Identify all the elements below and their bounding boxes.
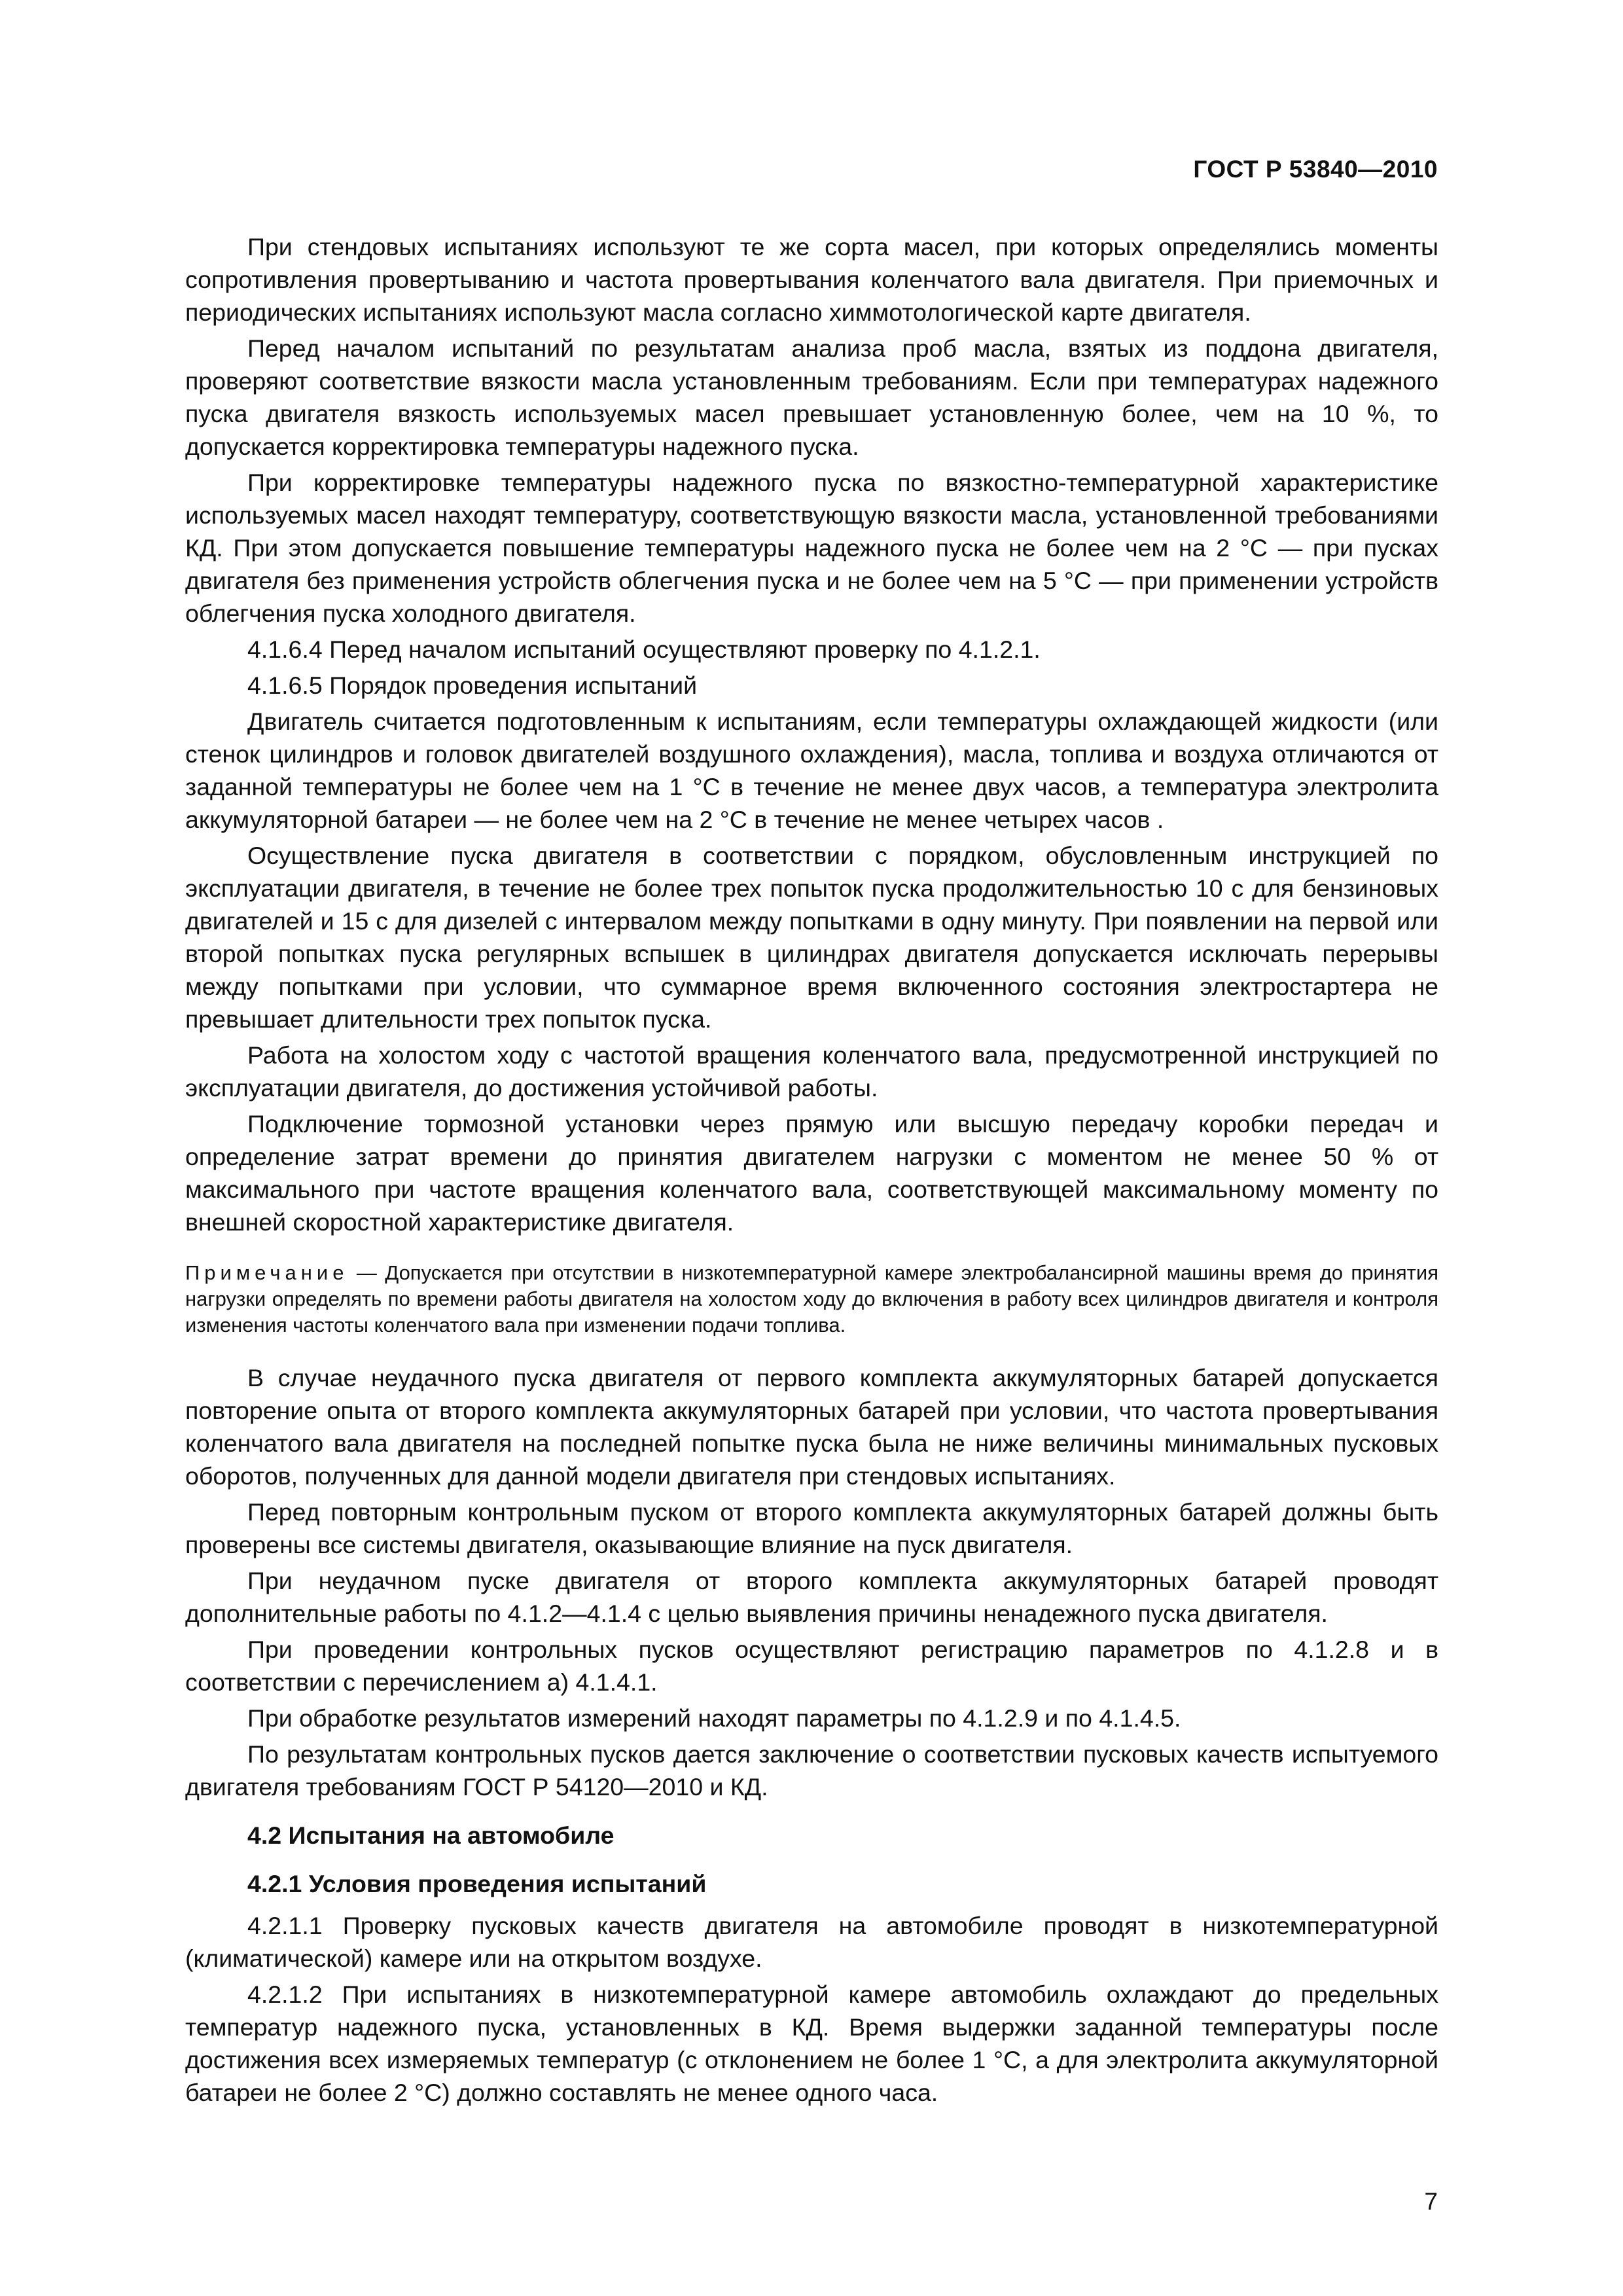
note-label: Примечание	[185, 1261, 349, 1284]
clause-4-2-1-2: 4.2.1.2 При испытаниях в низкотемпературной камере автомобиль охлаждают до предельных температур надежного пуска, установленных в КД. Время выдержки заданной температуры после достижения всех измеряемых температур (с отклонением не более 1 °С, а для электролита аккумуляторной батареи не более 2 °С) должно составлять не менее одного часа.	[185, 1981, 1438, 2106]
document-id-header: ГОСТ Р 53840—2010	[1193, 156, 1438, 183]
paragraph: Двигатель считается подготовленным к испытаниям, если температуры охлаждающей жидкости (или стенок цилиндров и головок двигателей воздушного охлаждения), масла, топлива и воздуха отличаются от заданной температуры не более чем на 1 °С в течение не менее двух часов, а температура электролита аккумуляторной батареи — не более чем на 2 °С в течение не менее четырех часов .	[185, 708, 1438, 833]
paragraph: По результатам контрольных пусков дается заключение о соответствии пусковых качеств испытуемого двигателя требованиям ГОСТ Р 54120—2010 и КД.	[185, 1740, 1438, 1801]
paragraph: При неудачном пуске двигателя от второго комплекта аккумуляторных батарей проводят дополнительные работы по 4.1.2—4.1.4 с целью выявления причины ненадежного пуска двигателя.	[185, 1567, 1438, 1627]
paragraph: Перед началом испытаний по результатам анализа проб масла, взятых из поддона двигателя, проверяют соответствие вязкости масла установленным требованиям. Если при температурах надежного пуска двигателя вязкость используемых масел превышает установленную более, чем на 10 %, то допускается корректировка температуры надежного пуска.	[185, 334, 1438, 460]
paragraph: При корректировке температуры надежного пуска по вязкостно-температурной характеристике используемых масел находят температуру, соответствующую вязкости масла, установленной требованиями КД. При этом допускается повышение температуры надежного пуска не более чем на 2 °С — при пусках двигателя без применения устройств облегчения пуска и не более чем на 5 °С — при применении устройств облегчения пуска холодного двигателя.	[185, 469, 1438, 627]
note-text: — Допускается при отсутствии в низкотемпературной камере электробалансирной машины время до принятия нагрузки определять по времени работы двигателя на холостом ходу до включения в работу всех цилиндров двигателя и контроля изменения частоты коленчатого вала при изменении подачи топлива.	[185, 1261, 1438, 1336]
paragraph: Перед повторным контрольным пуском от второго комплекта аккумуляторных батарей должны быть проверены все системы двигателя, оказывающие влияние на пуск двигателя.	[185, 1498, 1438, 1558]
paragraph: Подключение тормозной установки через прямую или высшую передачу коробки передач и определение затрат времени до принятия двигателем нагрузки с моментом не менее 50 % от максимального при частоте вращения коленчатого вала, соответствующей максимальному моменту по внешней скоростной характеристике двигателя.	[185, 1110, 1438, 1236]
paragraph: При стендовых испытаниях используют те же сорта масел, при которых определялись моменты сопротивления провертыванию и частота провертывания коленчатого вала двигателя. При приемочных и периодических испытаниях используют масла согласно химмотологической карте двигателя.	[185, 233, 1438, 326]
document-body	[185, 230, 1438, 2112]
section-heading: 4.2 Испытания на автомобиле	[247, 1821, 615, 1849]
paragraph: В случае неудачного пуска двигателя от первого комплекта аккумуляторных батарей допускается повторение опыта от второго комплекта аккумуляторных батарей при условии, что частота провертывания коленчатого вала двигателя на последней попытке пуска была не ниже величины минимальных пусковых оборотов, полученных для данной модели двигателя при стендовых испытаниях.	[185, 1364, 1438, 1490]
clause-4-2-1-1: 4.2.1.1 Проверку пусковых качеств двигателя на автомобиле проводят в низкотемпературной (климатической) камере или на открытом воздухе.	[185, 1912, 1438, 1972]
paragraph: При обработке результатов измерений находят параметры по 4.1.2.9 и по 4.1.4.5.	[247, 1704, 1181, 1732]
paragraph: Осуществление пуска двигателя в соответствии с порядком, обусловленным инструкцией по эксплуатации двигателя, в течение не более трех попыток пуска продолжительностью 10 с для бензиновых двигателей и 15 с для дизелей с интервалом между попытками в одну минуту. При появлении на первой или второй попытках пуска регулярных вспышек в цилиндрах двигателя допускается исключать перерывы между попытками при условии, что суммарное время включенного состояния электростартера не превышает длительности трех попыток пуска.	[185, 842, 1438, 1033]
note	[185, 1260, 1438, 1338]
paragraph: Работа на холостом ходу с частотой вращения коленчатого вала, предусмотренной инструкцией по эксплуатации двигателя, до достижения устойчивой работы.	[185, 1041, 1438, 1102]
page-number: 7	[1424, 2188, 1438, 2215]
clause-4-1-6-4: 4.1.6.4 Перед началом испытаний осуществляют проверку по 4.1.2.1.	[247, 636, 1041, 663]
clause-4-1-6-5: 4.1.6.5 Порядок проведения испытаний	[247, 672, 698, 699]
paragraph: При проведении контрольных пусков осуществляют регистрацию параметров по 4.1.2.8 и в соответствии с перечислением а) 4.1.4.1.	[185, 1636, 1438, 1696]
subsection-heading: 4.2.1 Условия проведения испытаний	[247, 1870, 707, 1897]
